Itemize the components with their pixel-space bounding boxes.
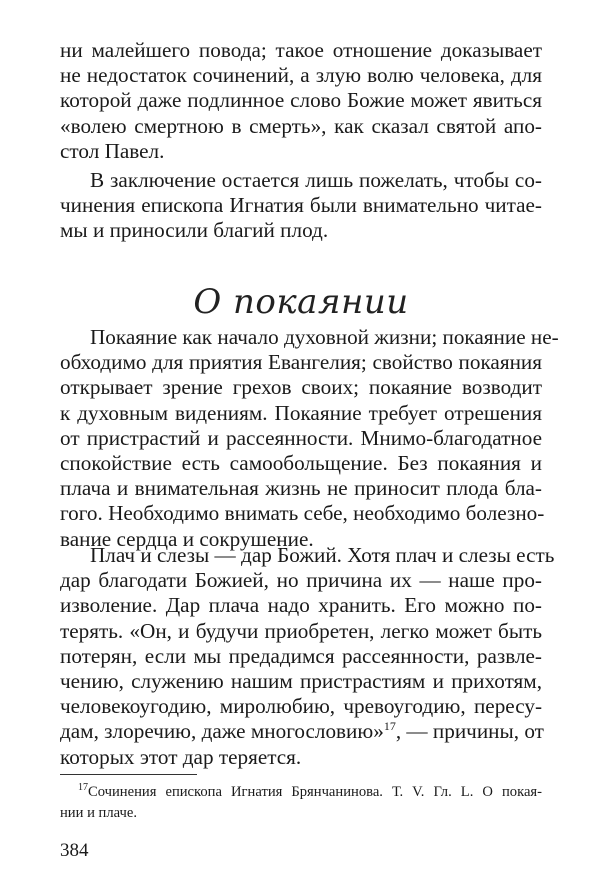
text-line-with-footnote-ref — [60, 719, 542, 744]
paragraph-4 — [60, 543, 555, 770]
paragraph-2 — [60, 168, 542, 244]
paragraph-1 — [60, 38, 542, 164]
text-line: которой даже подлинное слово Божие может явиться — [60, 88, 542, 113]
text-line: обходимо для приятия Евангелия; свойство покаяния — [60, 350, 542, 375]
text-line: В заключение остается лишь пожелать, чтобы со- — [90, 168, 542, 192]
text-line: изволение. Дар плача надо хранить. Его можно по- — [60, 593, 542, 618]
text-line: терять. «Он, и будучи приобретен, легко может быть — [60, 618, 542, 643]
footnote-line: нии и плаче. — [60, 805, 137, 821]
text-line: от пристрастий и рассеянности. Мнимо-благодатное — [60, 425, 542, 450]
text-line: ни малейшего повода; такое отношение доказывает — [60, 38, 542, 62]
text-line: «волею смертною в смерть», как сказал святой апо- — [60, 113, 542, 138]
text-line: потерян, если мы предадимся рассеянности, развле- — [60, 643, 542, 668]
text-line: чению, служению нашим пристрастиям и прихотям, — [60, 669, 542, 694]
text-line: вание сердца и сокрушение. — [60, 526, 314, 551]
text-line: человекоугодию, миролюбию, чревоугодию, пересу- — [60, 694, 542, 719]
footnote-reference[interactable]: 17 — [383, 719, 396, 734]
text-line: чинения епископа Игнатия были внимательно читае- — [60, 193, 542, 218]
footnote-text: Сочинения епископа Игнатия Брянчанинова. Т. V. Гл. L. О покая- — [88, 784, 542, 800]
text-line: мы и приносили благий плод. — [60, 218, 329, 243]
text-line: открывает зрение грехов своих; покаяние возводит — [60, 375, 542, 400]
paragraph-3 — [60, 325, 559, 552]
footnote-line — [60, 782, 542, 803]
text-line: Плач и слезы — дар Божий. Хотя плач и слезы есть — [90, 543, 555, 567]
text-line: к духовным видениям. Покаяние требует отрешения — [60, 400, 542, 425]
text-line: Покаяние как начало духовной жизни; покаяние не- — [90, 325, 559, 349]
text-line: дар благодати Божией, но причина их — наше про- — [60, 568, 542, 593]
text-line: спокойствие есть самообольщение. Без покаяния и — [60, 451, 542, 476]
section-heading: О покаянии — [193, 282, 409, 322]
footnote — [60, 782, 542, 824]
text-line: не недостаток сочинений, а злую волю человека, для — [60, 63, 542, 88]
text-line: плача и внимательная жизнь не приносит плода бла- — [60, 476, 542, 501]
text-fragment: , — причины, от — [395, 719, 544, 744]
footnote-marker: 17 — [78, 782, 88, 793]
text-fragment: дам, злоречию, даже многословию» — [60, 719, 384, 744]
text-line: гого. Необходимо внимать себе, необходимо болезно- — [60, 501, 545, 526]
footnote-separator — [60, 774, 197, 775]
text-line: стол Павел. — [60, 138, 165, 163]
text-line: которых этот дар теряется. — [60, 744, 302, 769]
page-number: 384 — [60, 840, 89, 861]
